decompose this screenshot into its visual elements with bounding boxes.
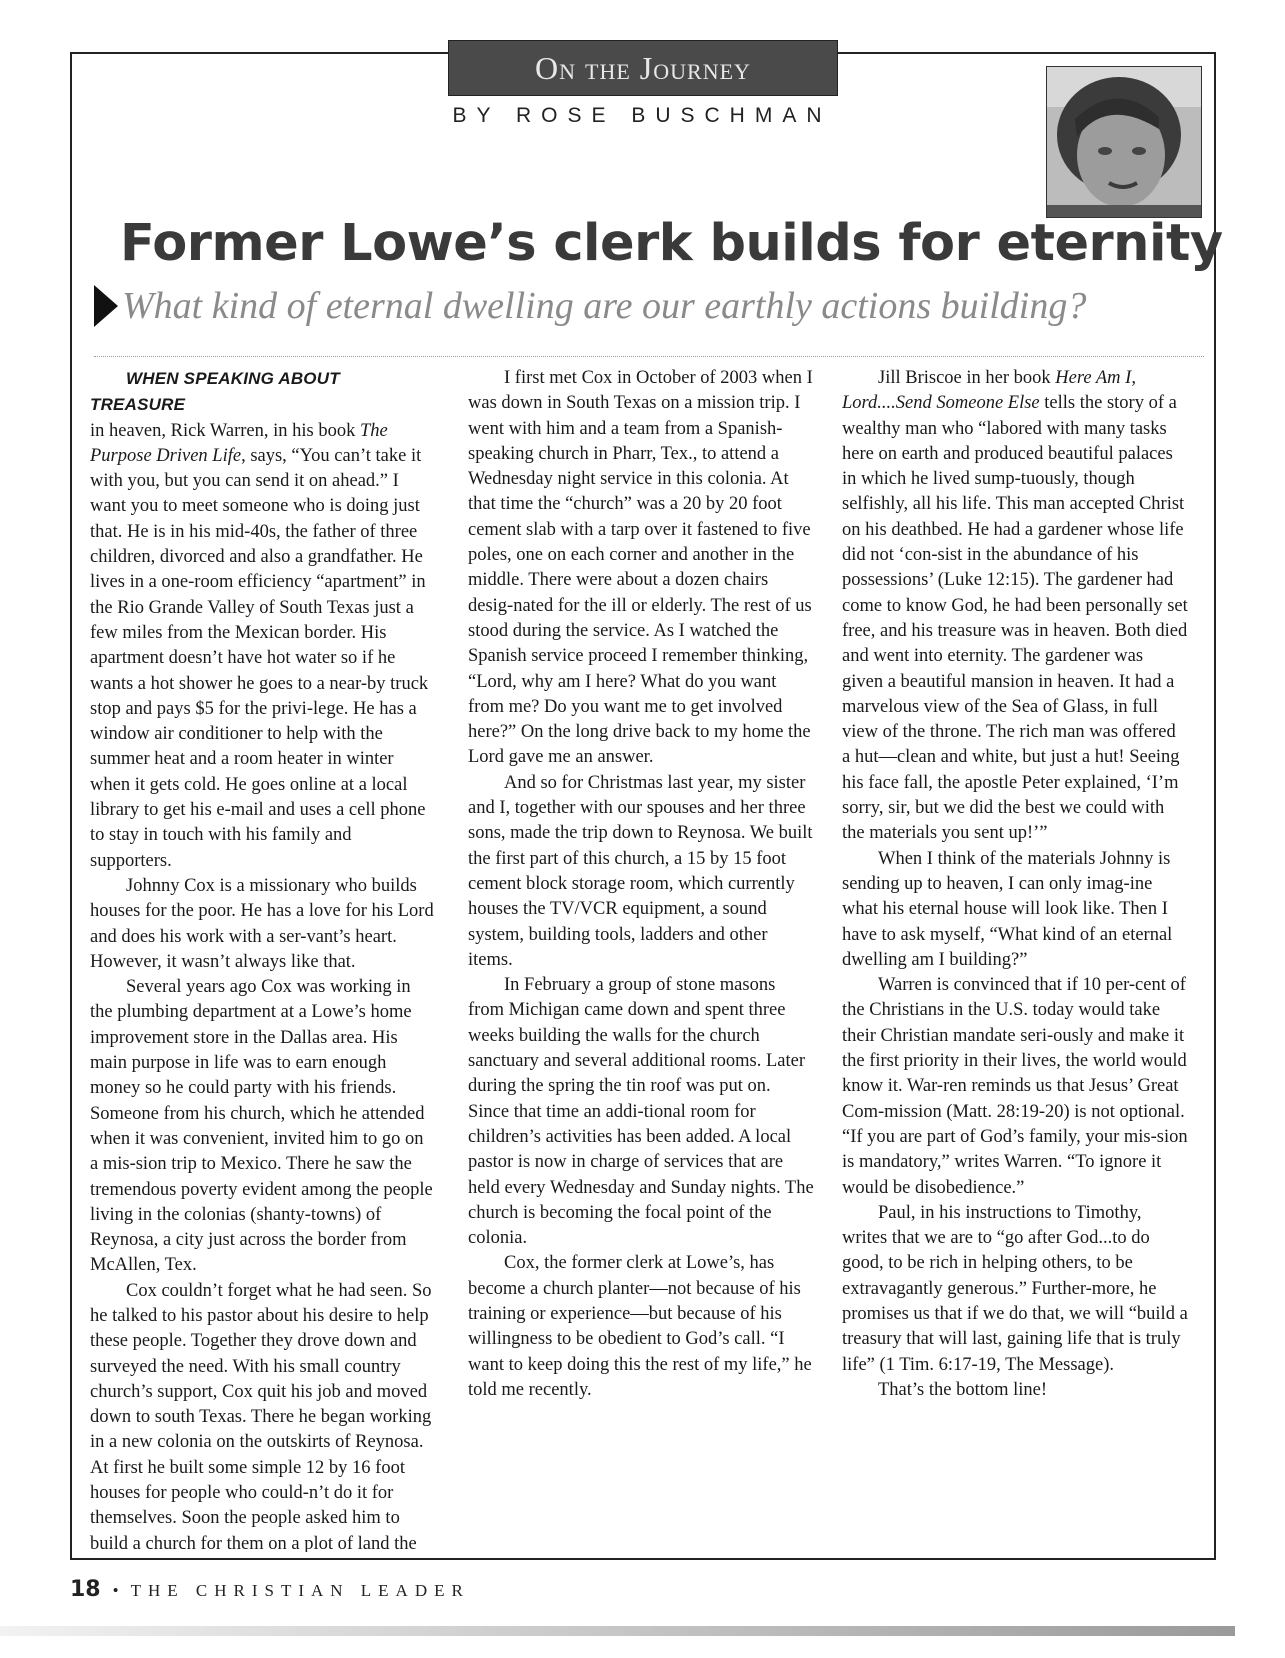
paragraph: That’s the bottom line!	[878, 1379, 1048, 1400]
divider	[94, 356, 1204, 357]
book-title: Here Am I, Lord....Send Someone Else	[842, 368, 1136, 414]
text-run: Jill Briscoe in her book	[878, 368, 1056, 388]
paragraph: When I think of the materials Johnny is sending up to heaven, I can only imag-ine what his eternal house will look like. Then I have to ask myself, “What kind of an eternal dwelling am I building?”	[842, 848, 1173, 970]
paragraph: In February a group of stone masons from Michigan came down and spent three weeks building the walls for the church sanctuary and several additional rooms. Later during the spring the tin roof was put on. Since that time an addi-tional room for children’s activities has been added. A local pastor is now in charge of services that are held every Wednesday and Sunday nights. The church is becoming the focal point of the colonia.	[468, 975, 814, 1249]
paragraph: And so for Christmas last year, my sister and I, together with our spouses and her three sons, made the trip down to Reynosa. We built the first part of this church, a 15 by 15 foot cement block storage room, which currently houses the TV/VCR equipment, a sound system, building tools, ladders and other items.	[468, 772, 813, 970]
text-run: in heaven, Rick Warren, in his book	[90, 420, 360, 441]
page-footer	[70, 1577, 670, 1602]
lead-in: WHEN SPEAKING ABOUT TREASURE	[90, 369, 340, 415]
author-photo	[1046, 66, 1202, 218]
paragraph	[90, 419, 436, 874]
text-run: tells the story of a wealthy man who “labored with many tasks here on earth and produced beautiful palaces in which he lived sump-tuously, though selfishly, all his life. This man accepted Christ on his deathbed. He had a gardener whose life did not ‘con-sist in the abundance of his possessions’ (Luke 12:15). The gardener had come to know God, he had been personally set free, and his treasure was in heaven. Both died and went into eternity. The gardener was given a beautiful mansion in heaven. It had a marvelous view of the Sea of Glass, in full view of the throne. The rich man was offered a hut—clean and white, but just a hut! Seeing his face fall, the apostle Peter explained, ‘I’m sorry, sir, but we did the best we could with the materials you sent up!’”	[842, 393, 1188, 844]
book-title: The Purpose Driven Life	[90, 420, 388, 466]
page-number: 18	[70, 1577, 101, 1602]
paragraph: Cox, the former clerk at Lowe’s, has become a church planter—not because of his training or experience—but because of his willingness to be obedient to God’s call. “I want to keep doing this the rest of my life,” he told me recently.	[468, 1253, 812, 1400]
text-column-3	[842, 366, 1188, 1552]
paragraph: Johnny Cox is a missionary who builds houses for the poor. He has a love for his Lord and does his work with a ser-vant’s heart. However, it wasn’t always like that.	[90, 875, 434, 972]
deck	[94, 284, 1204, 330]
text-column-2	[468, 366, 814, 1552]
headline: Former Lowe’s clerk builds for eternity	[120, 214, 1223, 273]
scan-edge	[0, 1626, 1235, 1636]
deck-text: What kind of eternal dwelling are our earthly actions building?	[122, 285, 1087, 327]
column-banner	[448, 40, 838, 96]
text-column-1	[90, 366, 436, 1552]
paragraph: Cox couldn’t forget what he had seen. So he talked to his pastor about his desire to help these people. Together they drove down and surveyed the need. With his small country church’s support, Cox quit his job and moved down to south Texas. There he began working in a new colonia on the outskirts of Reynosa. At first he built some simple 12 by 16 foot houses for people who could-n’t do it for themselves. Soon the people asked him to build a church for them on a plot of land the	[90, 1280, 432, 1552]
paragraph: Paul, in his instructions to Timothy, writes that we are to “go after God...to do good, to be rich in helping others, to be extravagantly generous.” Further-more, he promises us that if we do that, we will “build a treasury that will last, gaining life that is truly life” (1 Tim. 6:17-19, The Message).	[842, 1202, 1188, 1375]
text-run: , says, “You can’t take it with you, but you can send it on ahead.” I want you to meet someone who is doing just that. He is in his mid-40s, the father of three children, divorced and also a grandfather. He lives in a one-room efficiency “apartment” in the Rio Grande Valley of South Texas just a few miles from the Mexican border. His apartment doesn’t have hot water so if he wants a hot shower he goes to a near-by truck stop and pays $5 for the privi-lege. He has a window air conditioner to help with the summer heat and a room heater in winter when it gets cold. He goes online at a local library to get his e-mail and uses a cell phone to stay in touch with his family and supporters.	[90, 445, 429, 871]
column-name: On the Journey	[535, 50, 751, 86]
paragraph	[90, 366, 436, 419]
paragraph: Warren is convinced that if 10 per-cent of the Christians in the U.S. today would take their Christian mandate seri-ously and make it the first priority in their lives, the world would know it. War-ren reminds us that Jesus’ Great Com-mission (Matt. 28:19-20) is not optional. “If you are part of God’s family, your mis-sion is mandatory,” writes Warren. “To ignore it would be disobedience.”	[842, 975, 1188, 1198]
author-portrait-image	[1047, 67, 1201, 217]
paragraph	[842, 366, 1188, 847]
paragraph: Several years ago Cox was working in the plumbing department at a Lowe’s home improvement store in the Dallas area. His main purpose in life was to earn enough money so he could party with his friends. Someone from his church, which he attended when it was convenient, invited him to go on a mis-sion trip to Mexico. There he saw the tremendous poverty evident among the people living in the colonias (shanty-towns) of Reynosa, a city just across the border from McAllen, Tex.	[90, 977, 433, 1276]
footer-bullet: •	[112, 1581, 119, 1600]
byline: BY ROSE BUSCHMAN	[452, 104, 832, 127]
publication-name: THE CHRISTIAN LEADER	[130, 1581, 470, 1600]
play-arrow-icon	[94, 285, 118, 327]
paragraph: I first met Cox in October of 2003 when I was down in South Texas on a mission trip. I went with him and a team from a Spanish-speaking church in Pharr, Tex., to attend a Wednesday night service in this colonia. At that time the “church” was a 20 by 20 foot cement slab with a tarp over it fastened to five poles, one on each corner and another in the middle. There were about a dozen chairs desig-nated for the ill or elderly. The rest of us stood during the service. As I watched the Spanish service proceed I remember thinking, “Lord, why am I here? What do you want from me? Do you want me to get involved here?” On the long drive back to my home the Lord gave me an answer.	[468, 368, 813, 768]
